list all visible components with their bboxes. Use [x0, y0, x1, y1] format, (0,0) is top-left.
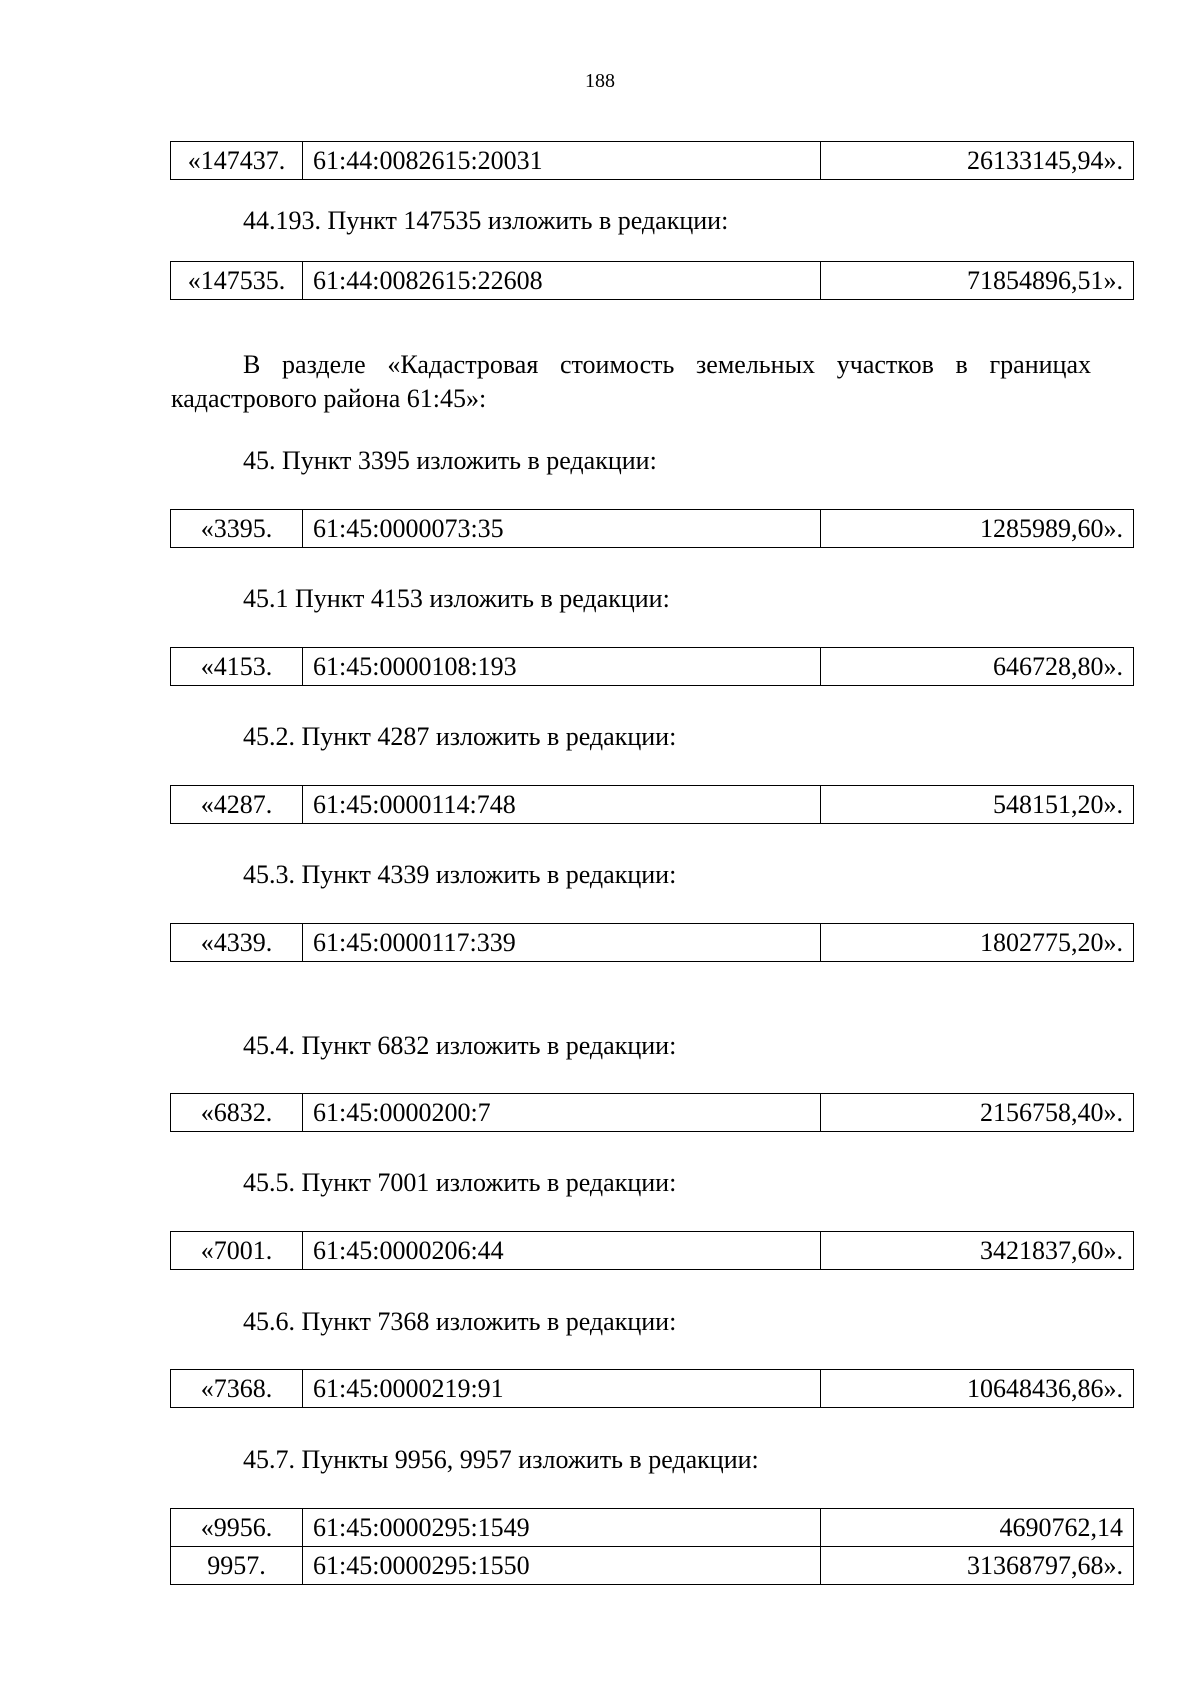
item-number-cell: «147437. — [171, 142, 303, 180]
cadastral-table — [170, 261, 1134, 300]
table-row — [171, 924, 1134, 962]
item-number-cell: «147535. — [171, 262, 303, 300]
cadastral-table — [170, 923, 1134, 962]
amendment-paragraph: 45.6. Пункт 7368 изложить в редакции: — [243, 1307, 677, 1336]
cadastral-table — [170, 1231, 1134, 1270]
amendment-paragraph: 44.193. Пункт 147535 изложить в редакции: — [243, 206, 729, 235]
cadastral-table — [170, 1508, 1134, 1585]
item-number-cell: «6832. — [171, 1094, 303, 1132]
item-number-cell: «4287. — [171, 786, 303, 824]
item-number-cell: «7368. — [171, 1370, 303, 1408]
cadastral-number-cell: 61:44:0082615:22608 — [303, 262, 821, 300]
amendment-paragraph: 45.5. Пункт 7001 изложить в редакции: — [243, 1168, 677, 1197]
cadastral-number-cell: 61:45:0000206:44 — [303, 1232, 821, 1270]
table-row — [171, 786, 1134, 824]
amendment-paragraph: 45.1 Пункт 4153 изложить в редакции: — [243, 584, 670, 613]
cadastral-value-cell: 31368797,68». — [821, 1547, 1134, 1585]
cadastral-number-cell: 61:45:0000200:7 — [303, 1094, 821, 1132]
cadastral-number-cell: 61:45:0000219:91 — [303, 1370, 821, 1408]
amendment-paragraph: 45.7. Пункты 9956, 9957 изложить в редакции: — [243, 1445, 759, 1474]
cadastral-number-cell: 61:44:0082615:20031 — [303, 142, 821, 180]
table-row — [171, 1232, 1134, 1270]
cadastral-value-cell: 3421837,60». — [821, 1232, 1134, 1270]
cadastral-number-cell: 61:45:0000073:35 — [303, 510, 821, 548]
cadastral-number-cell: 61:45:0000295:1549 — [303, 1509, 821, 1547]
cadastral-value-cell: 26133145,94». — [821, 142, 1134, 180]
item-number-cell: «9956. — [171, 1509, 303, 1547]
cadastral-number-cell: 61:45:0000108:193 — [303, 648, 821, 686]
table-row — [171, 1094, 1134, 1132]
cadastral-value-cell: 548151,20». — [821, 786, 1134, 824]
amendment-paragraph: 45.4. Пункт 6832 изложить в редакции: — [243, 1031, 677, 1060]
table-row — [171, 648, 1134, 686]
item-number-cell: «3395. — [171, 510, 303, 548]
cadastral-value-cell: 2156758,40». — [821, 1094, 1134, 1132]
amendment-paragraph: 45.2. Пункт 4287 изложить в редакции: — [243, 722, 677, 751]
page-number: 188 — [585, 70, 615, 92]
paragraph-line: кадастрового района 61:45»: — [171, 384, 487, 413]
table-row — [171, 1370, 1134, 1408]
cadastral-table — [170, 1369, 1134, 1408]
cadastral-value-cell: 71854896,51». — [821, 262, 1134, 300]
item-number-cell: «4153. — [171, 648, 303, 686]
item-number-cell: «4339. — [171, 924, 303, 962]
cadastral-table — [170, 785, 1134, 824]
cadastral-value-cell: 4690762,14 — [821, 1509, 1134, 1547]
cadastral-number-cell: 61:45:0000117:339 — [303, 924, 821, 962]
paragraph-line: В разделе «Кадастровая стоимость земельных участков в границах — [243, 350, 1091, 379]
cadastral-value-cell: 646728,80». — [821, 648, 1134, 686]
cadastral-table — [170, 141, 1134, 180]
cadastral-table — [170, 647, 1134, 686]
cadastral-value-cell: 1285989,60». — [821, 510, 1134, 548]
amendment-paragraph: 45. Пункт 3395 изложить в редакции: — [243, 446, 657, 475]
table-row — [171, 1509, 1134, 1547]
section-heading-paragraph — [171, 348, 1091, 416]
table-row — [171, 262, 1134, 300]
table-row — [171, 142, 1134, 180]
cadastral-value-cell: 10648436,86». — [821, 1370, 1134, 1408]
table-row — [171, 510, 1134, 548]
cadastral-table — [170, 1093, 1134, 1132]
item-number-cell: «7001. — [171, 1232, 303, 1270]
cadastral-number-cell: 61:45:0000295:1550 — [303, 1547, 821, 1585]
cadastral-number-cell: 61:45:0000114:748 — [303, 786, 821, 824]
table-row — [171, 1547, 1134, 1585]
cadastral-table — [170, 509, 1134, 548]
cadastral-value-cell: 1802775,20». — [821, 924, 1134, 962]
item-number-cell: 9957. — [171, 1547, 303, 1585]
amendment-paragraph: 45.3. Пункт 4339 изложить в редакции: — [243, 860, 677, 889]
